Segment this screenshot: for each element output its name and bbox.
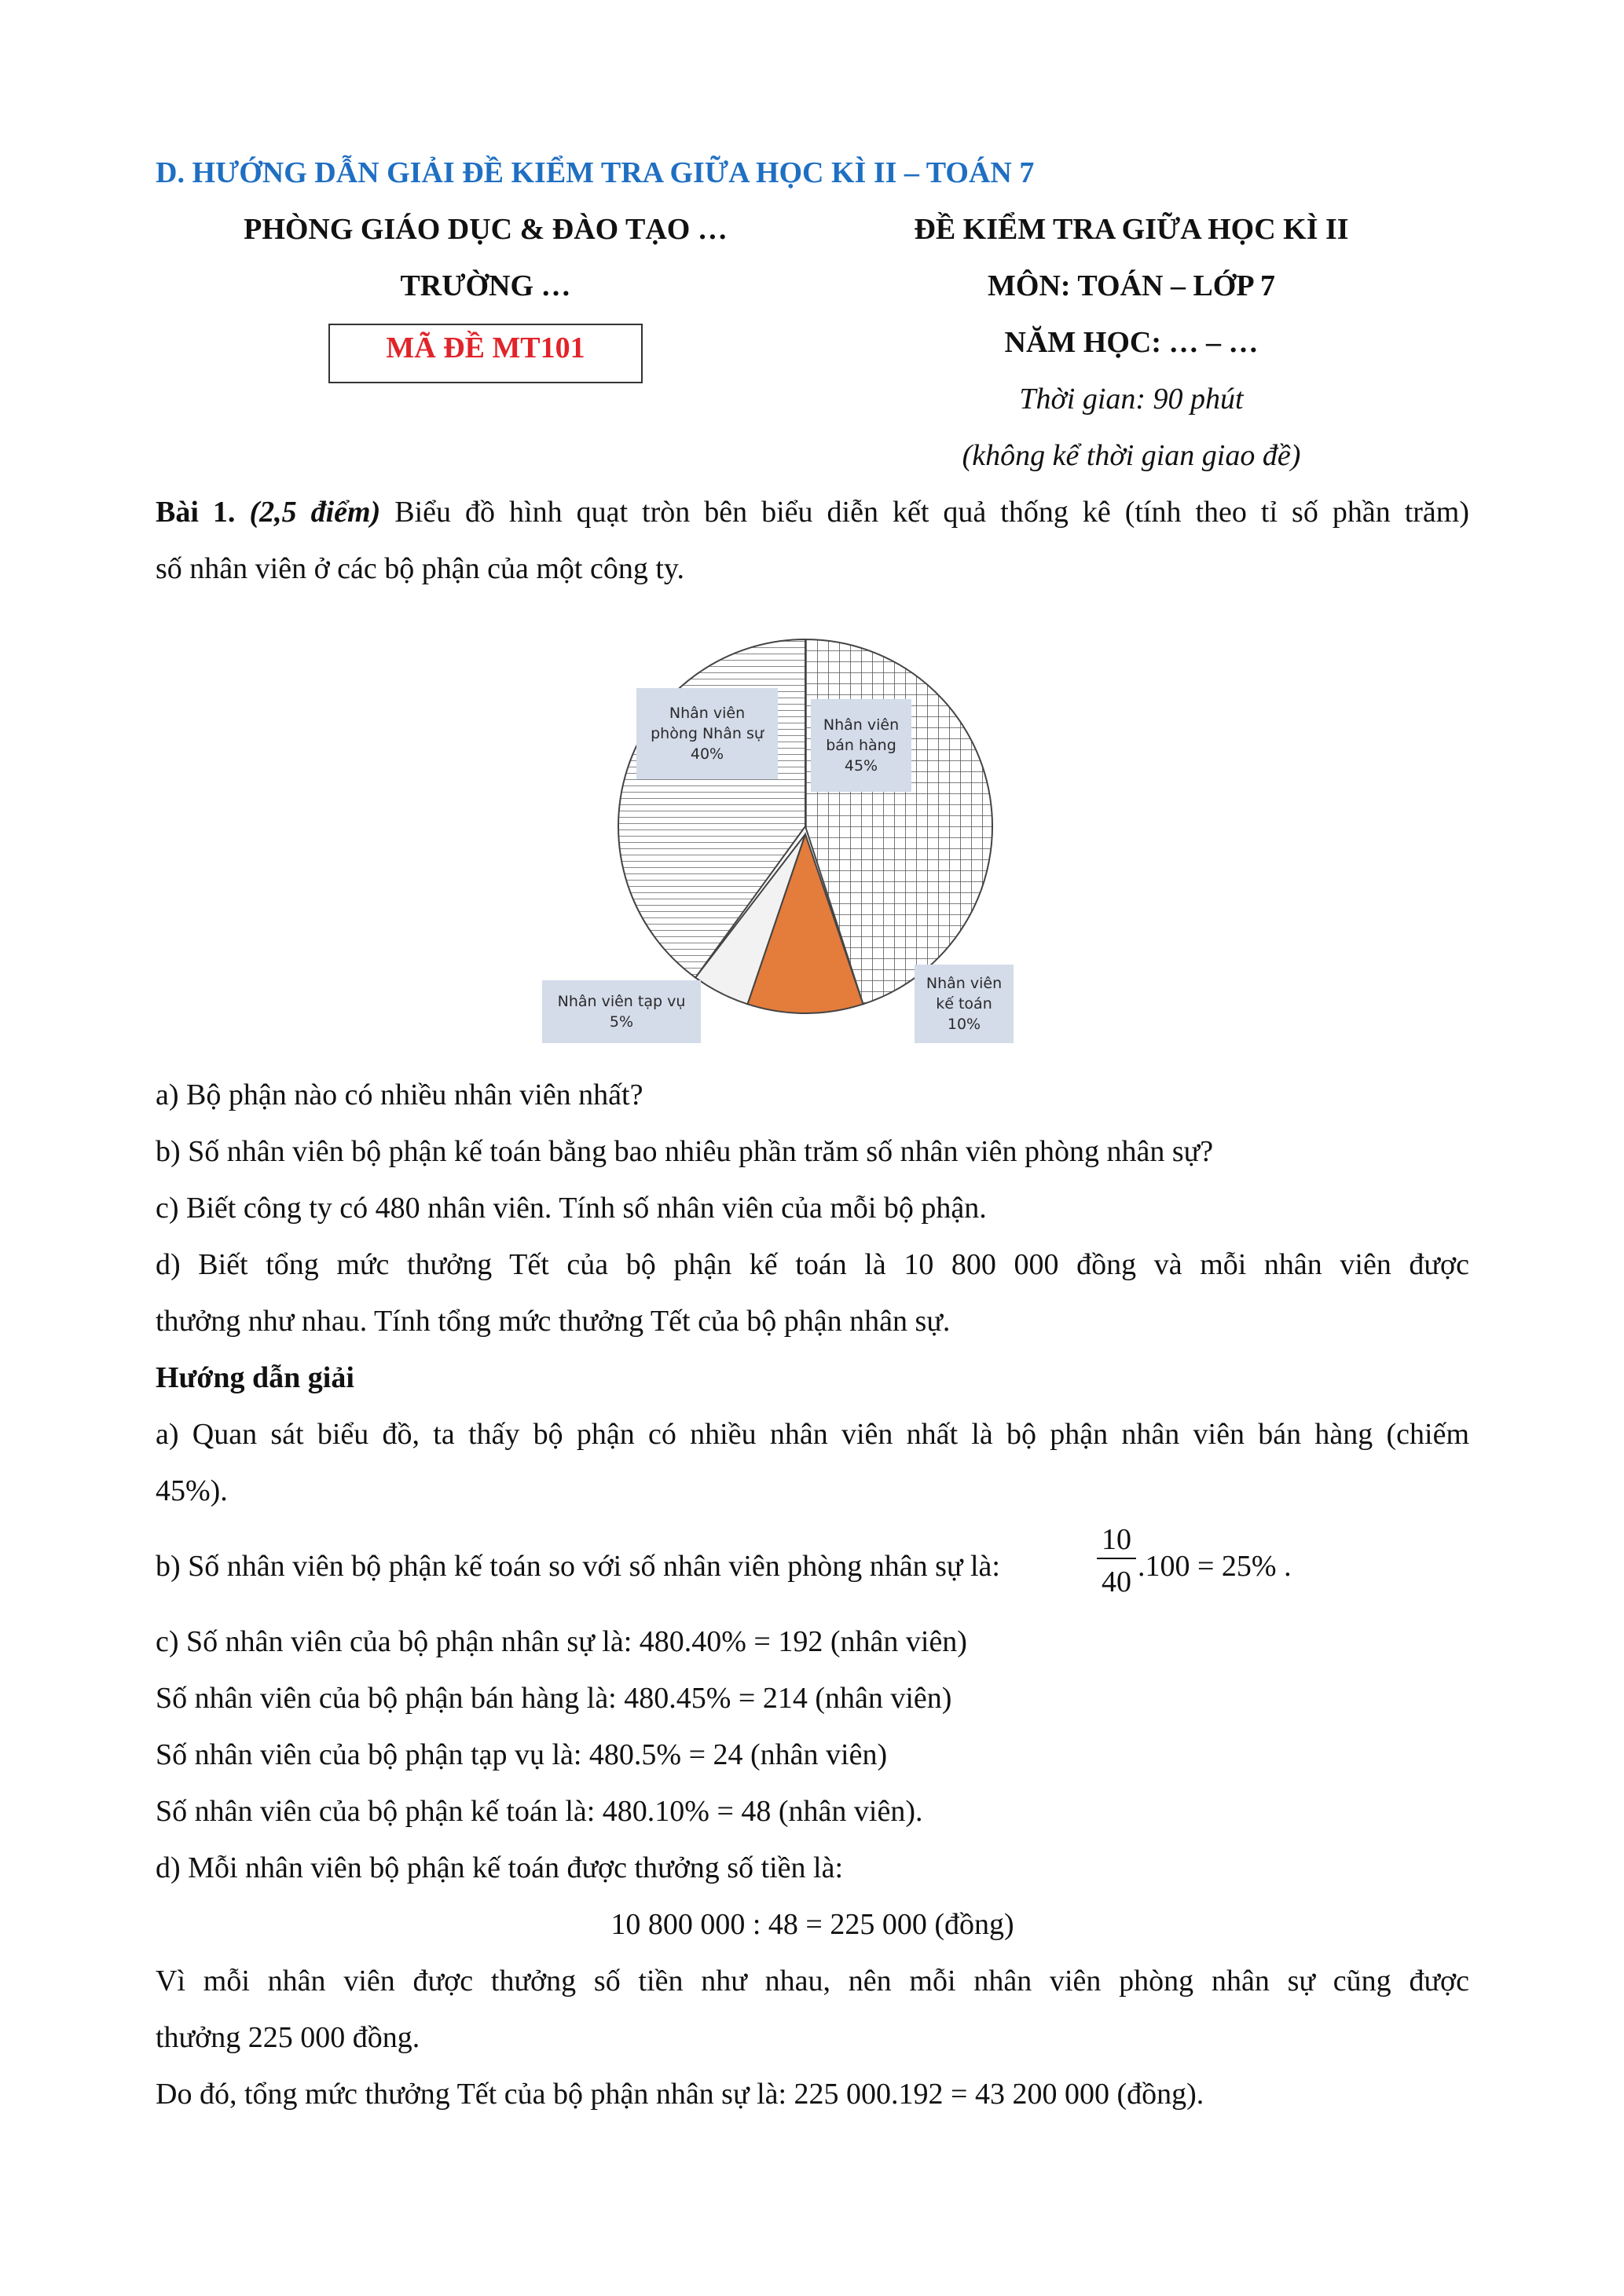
pie-label-accounting [915, 965, 1014, 1043]
pie-label-hr [636, 688, 778, 779]
question-b: b) Số nhân viên bộ phận kế toán bằng bao nhiêu phần trăm số nhân viên phòng nhân sự? [156, 1135, 1214, 1168]
solution-d-line-3: Vì mỗi nhân viên được thưởng số tiền như nhau, nên mỗi nhân viên phòng nhân sự cũng được [156, 1965, 1469, 1998]
question-d-line-1: d) Biết tổng mức thưởng Tết của bộ phận kế toán là 10 800 000 đồng và mỗi nhân viên được [156, 1248, 1469, 1281]
exam-subject: MÔN: TOÁN – LỚP 7 [988, 269, 1275, 302]
label-box [542, 980, 701, 1043]
solution-d-line-2: 10 800 000 : 48 = 225 000 (đồng) [610, 1908, 1014, 1941]
solution-b-text: b) Số nhân viên bộ phận kế toán so với số nhân viên phòng nhân sự là: [156, 1550, 1000, 1583]
exam-code-box [328, 324, 643, 383]
label-text: Nhân viên [926, 975, 1003, 992]
school-name: TRƯỜNG … [400, 269, 571, 302]
label-text: phòng Nhân sự [651, 725, 764, 742]
problem-intro-line-2: số nhân viên ở các bộ phận của một công ty. [156, 552, 684, 585]
solution-d-line-5: Do đó, tổng mức thưởng Tết của bộ phận nhân sự là: 225 000.192 = 43 200 000 (đồng). [156, 2078, 1204, 2111]
question-c: c) Biết công ty có 480 nhân viên. Tính số nhân viên của mỗi bộ phận. [156, 1192, 987, 1225]
label-text: Nhân viên [823, 716, 900, 734]
department-name: PHÒNG GIÁO DỤC & ĐÀO TẠO … [244, 213, 728, 246]
solution-a-line-1: a) Quan sát biểu đồ, ta thấy bộ phận có nhiều nhân viên nhất là bộ phận nhân viên bán hàng (chiếm [156, 1418, 1469, 1451]
fraction-numerator: 10 [1102, 1523, 1131, 1556]
label-text: 45% [844, 757, 878, 774]
solution-d-line-1: d) Mỗi nhân viên bộ phận kế toán được thưởng số tiền là: [156, 1851, 844, 1884]
exam-year: NĂM HỌC: … – … [1004, 326, 1259, 359]
fraction-denominator: 40 [1102, 1565, 1131, 1598]
solution-heading: Hướng dẫn giải [156, 1361, 354, 1394]
solution-c-line-1: c) Số nhân viên của bộ phận nhân sự là: 480.40% = 192 (nhân viên) [156, 1625, 967, 1658]
pie-label-sales [811, 699, 911, 792]
label-text: 10% [947, 1016, 981, 1033]
solution-d-line-4: thưởng 225 000 đồng. [156, 2021, 420, 2054]
solution-c-line-4: Số nhân viên của bộ phận kế toán là: 480.10% = 48 (nhân viên). [156, 1795, 923, 1828]
question-a: a) Bộ phận nào có nhiều nhân viên nhất? [156, 1078, 643, 1111]
pie-label-janitorial [542, 980, 701, 1043]
question-d-line-2: thưởng như nhau. Tính tổng mức thưởng Tết của bộ phận nhân sự. [156, 1305, 951, 1338]
exam-time-note: (không kể thời gian giao đề) [962, 439, 1301, 472]
label-text: kế toán [936, 995, 992, 1013]
solution-a-line-2: 45%). [156, 1474, 228, 1507]
pie-chart [542, 628, 1029, 1053]
label-text: Nhân viên tạp vụ [557, 993, 686, 1010]
label-text: bán hàng [826, 737, 896, 754]
fraction-bar [1097, 1558, 1136, 1559]
label-text: 5% [609, 1013, 634, 1031]
exam-code: MÃ ĐỀ MT101 [386, 331, 585, 364]
solution-c-line-3: Số nhân viên của bộ phận tạp vụ là: 480.5% = 24 (nhân viên) [156, 1738, 888, 1771]
label-text: Nhân viên [669, 705, 746, 722]
exam-name: ĐỀ KIỂM TRA GIỮA HỌC KÌ II [914, 213, 1349, 246]
section-title: D. HƯỚNG DẪN GIẢI ĐỀ KIỂM TRA GIỮA HỌC KÌ II – TOÁN 7 [156, 156, 1035, 189]
problem-label: Bài 1. [156, 496, 236, 529]
solution-c-line-2: Số nhân viên của bộ phận bán hàng là: 480.45% = 214 (nhân viên) [156, 1682, 952, 1715]
problem-points: (2,5 điểm) [249, 496, 381, 529]
exam-time: Thời gian: 90 phút [1019, 383, 1244, 416]
solution-b-result: .100 = 25% . [1138, 1550, 1292, 1583]
problem-intro-text: Biểu đồ hình quạt tròn bên biểu diễn kết quả thống kê (tính theo tỉ số phần trăm) [394, 496, 1470, 529]
label-text: 40% [690, 745, 724, 763]
problem-intro-line-1 [156, 493, 1469, 531]
